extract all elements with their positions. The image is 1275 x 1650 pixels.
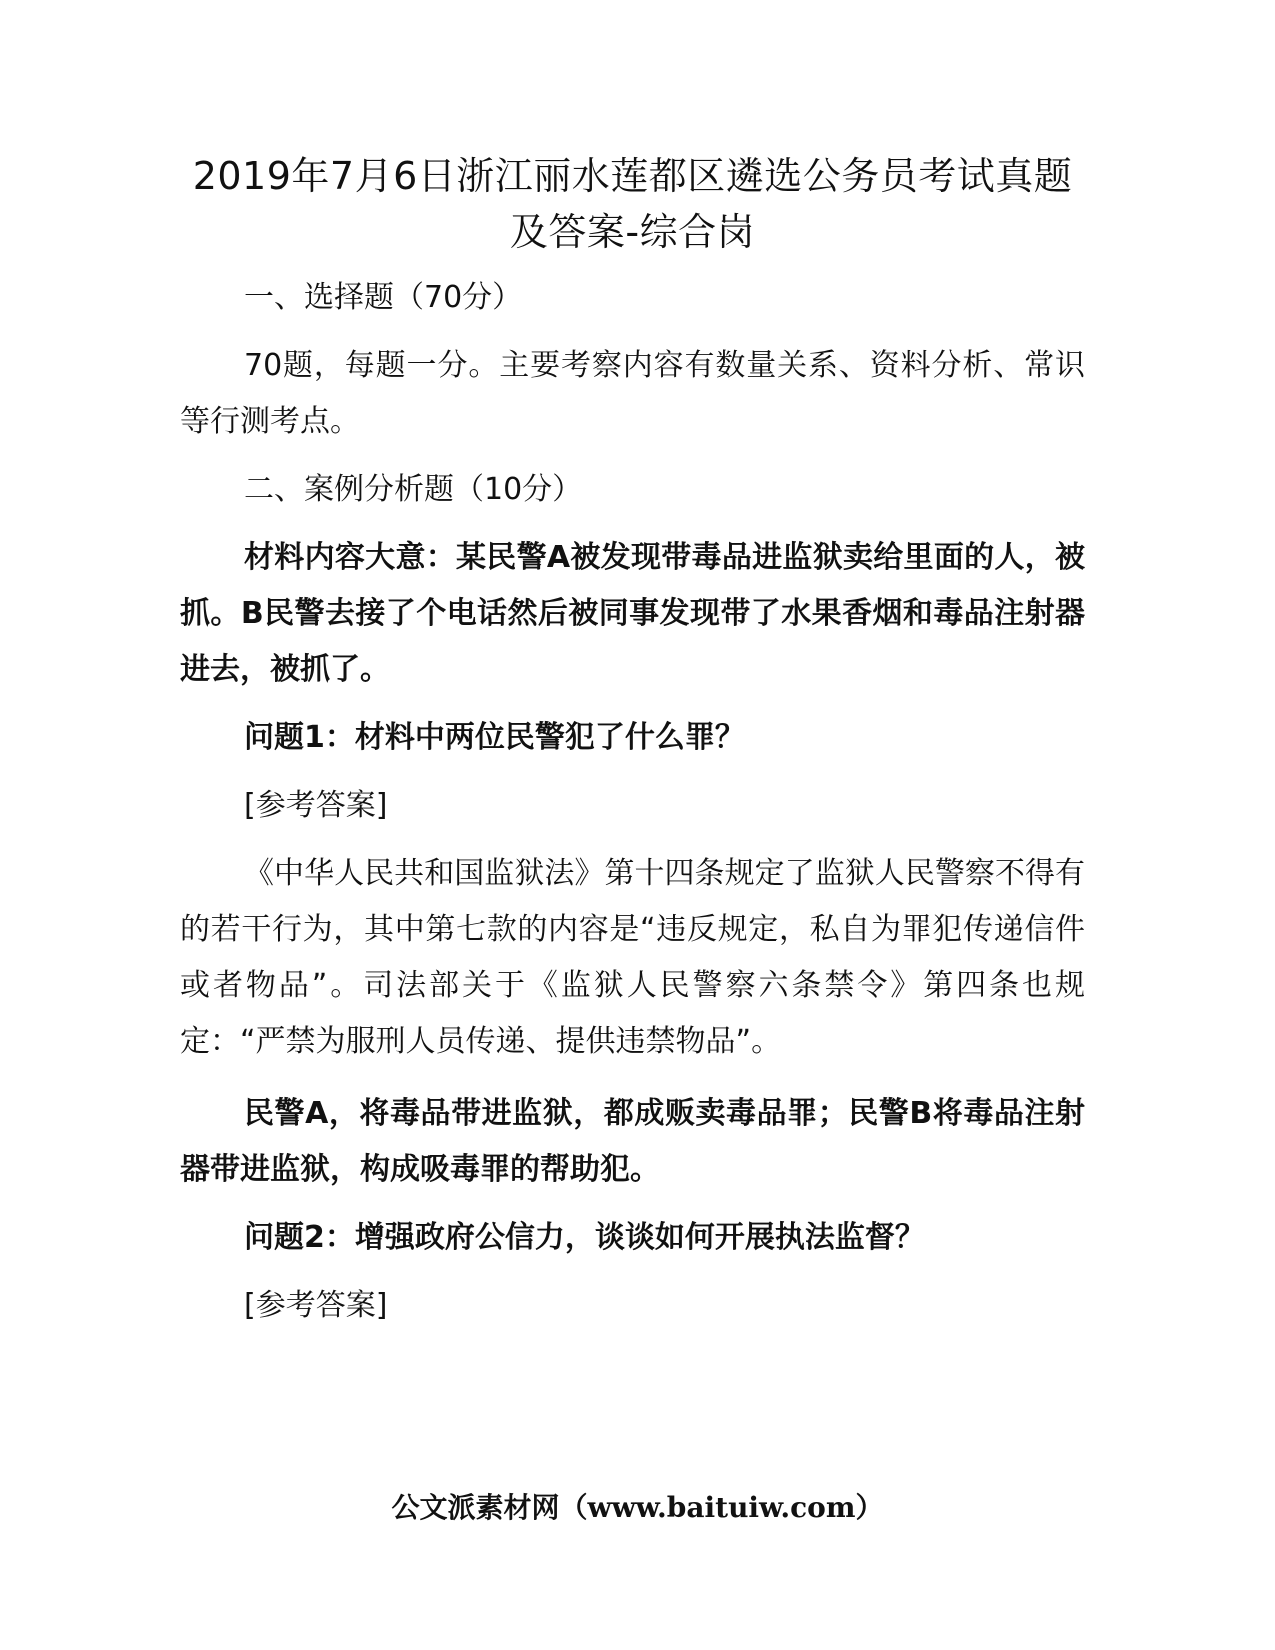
footer-watermark: 公文派素材网（www.baituiw.com） <box>391 1491 884 1524</box>
answer-label-2: [参考答案] <box>244 1288 388 1323</box>
case-material: 材料内容大意：某民警A被发现带毒品进监狱卖给里面的人，被抓。B民警去接了个电话然后被同事发现带了水果香烟和毒品注射器进去，被抓了。 <box>180 540 1085 687</box>
answer-label-1: [参考答案] <box>244 788 388 823</box>
section2-heading: 二、案例分析题（10分） <box>244 472 583 507</box>
question-2: 问题2：增强政府公信力，谈谈如何开展执法监督？ <box>244 1220 925 1255</box>
document-page <box>180 148 1085 1334</box>
document-title: 2019年7月6日浙江丽水莲都区遴选公务员考试真题及答案-综合岗 <box>192 154 1073 254</box>
section1-heading: 一、选择题（70分） <box>244 280 523 315</box>
answer-1-paragraph-2: 民警A，将毒品带进监狱，都成贩卖毒品罪；民警B将毒品注射器带进监狱，构成吸毒罪的帮助犯。 <box>180 1096 1085 1187</box>
section1-body: 70题，每题一分。主要考察内容有数量关系、资料分析、常识等行测考点。 <box>180 348 1085 439</box>
answer-1-paragraph-1: 《中华人民共和国监狱法》第十四条规定了监狱人民警察不得有的若干行为，其中第七款的内容是“违反规定，私自为罪犯传递信件或者物品”。司法部关于《监狱人民警察六条禁令》第四条也规定：“严禁为服刑人员传递、提供违禁物品”。 <box>180 856 1085 1059</box>
question-1: 问题1：材料中两位民警犯了什么罪？ <box>244 720 745 755</box>
